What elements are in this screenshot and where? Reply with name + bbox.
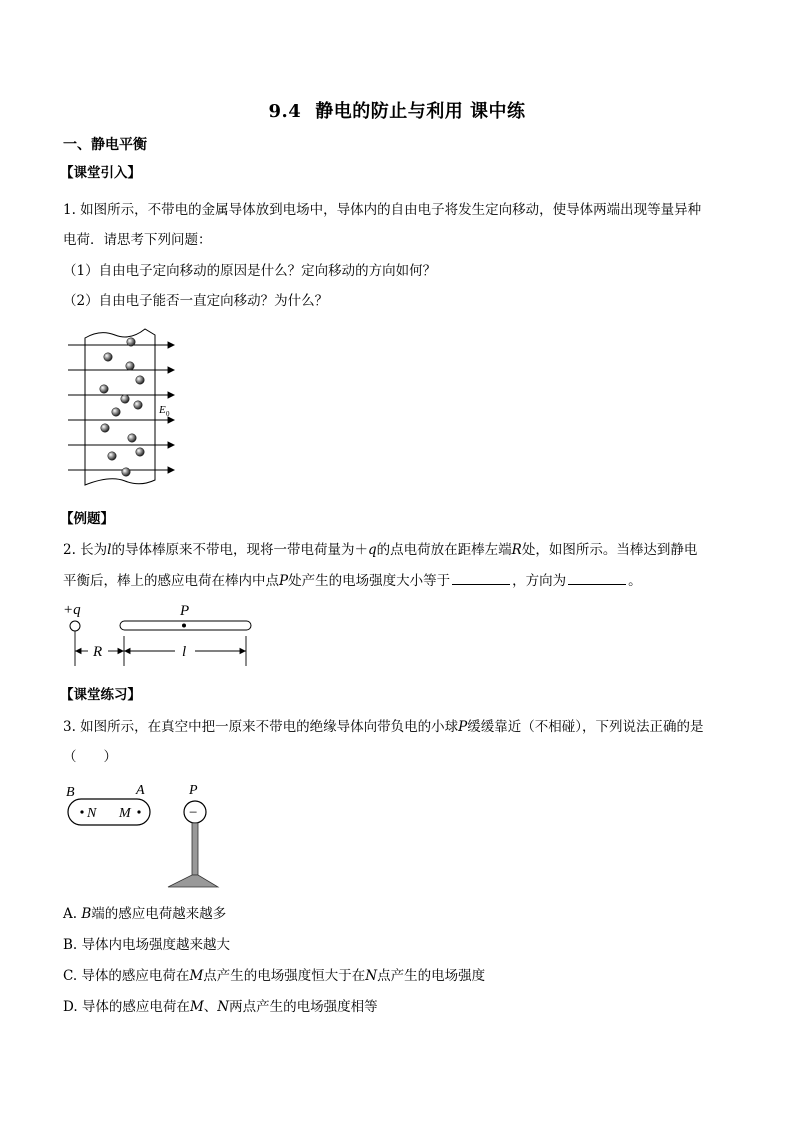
practice-tag: 【课堂练习】	[60, 687, 141, 703]
charge-label: +q	[63, 602, 81, 618]
point-N-label: N	[87, 806, 97, 821]
page-title: 9.4 静电的防止与利用 课中练	[268, 101, 526, 122]
field-label: E	[159, 404, 166, 416]
conductor-in-field-figure	[60, 325, 185, 490]
option-d[interactable]: D. 导体的感应电荷在M、N两点产生的电场强度相等	[63, 999, 378, 1015]
ball-P-label: P	[189, 783, 198, 798]
q1-line1: 1. 如图所示，不带电的金属导体放到电场中，导体内的自由电子将发生定向移动，使导体两端出现等量异种	[63, 202, 702, 218]
answer-blank-magnitude[interactable]	[452, 572, 510, 585]
q3-line1: 3. 如图所示，在真空中把一原来不带电的绝缘导体向带负电的小球P缓缓靠近（不相碰），下列说法正确的是	[63, 719, 704, 735]
q1-line2: 电荷．请思考下列问题：	[63, 232, 212, 248]
option-b[interactable]: B. 导体内电场强度越来越大	[63, 937, 231, 953]
field-subscript: 0	[166, 410, 170, 418]
conductor-ball-figure	[60, 778, 235, 893]
option-a[interactable]: A. B端的感应电荷越来越多	[63, 906, 227, 922]
length-l-label: l	[182, 644, 187, 660]
option-c[interactable]: C. 导体的感应电荷在M点产生的电场强度恒大于在N点产生的电场强度	[63, 968, 486, 984]
q1-sub2: （2）自由电子能否一直定向移动？为什么？	[63, 293, 329, 309]
example-tag: 【例题】	[60, 511, 114, 527]
section-heading: 一、静电平衡	[63, 137, 147, 153]
intro-tag: 【课堂引入】	[60, 165, 141, 181]
distance-R-label: R	[93, 644, 103, 660]
q2-line2: 平衡后，棒上的感应电荷在棒内中点P处产生的电场强度大小等于 ，方向为 。	[63, 573, 642, 589]
q3-line2: （ ）	[63, 749, 117, 765]
end-B-label: B	[66, 785, 75, 800]
point-M-label: M	[119, 806, 131, 821]
rod-charge-figure	[60, 598, 260, 670]
end-A-label: A	[136, 783, 145, 798]
point-P-label: P	[180, 603, 190, 619]
negative-sign: −	[189, 805, 198, 821]
answer-blank-direction[interactable]	[568, 572, 626, 585]
q1-sub1: （1）自由电子定向移动的原因是什么？定向移动的方向如何？	[63, 263, 437, 279]
q2-line1: 2. 长为l的导体棒原来不带电，现将一带电荷量为＋q的点电荷放在距棒左端R处，如图所示。当棒达到静电	[63, 542, 698, 558]
